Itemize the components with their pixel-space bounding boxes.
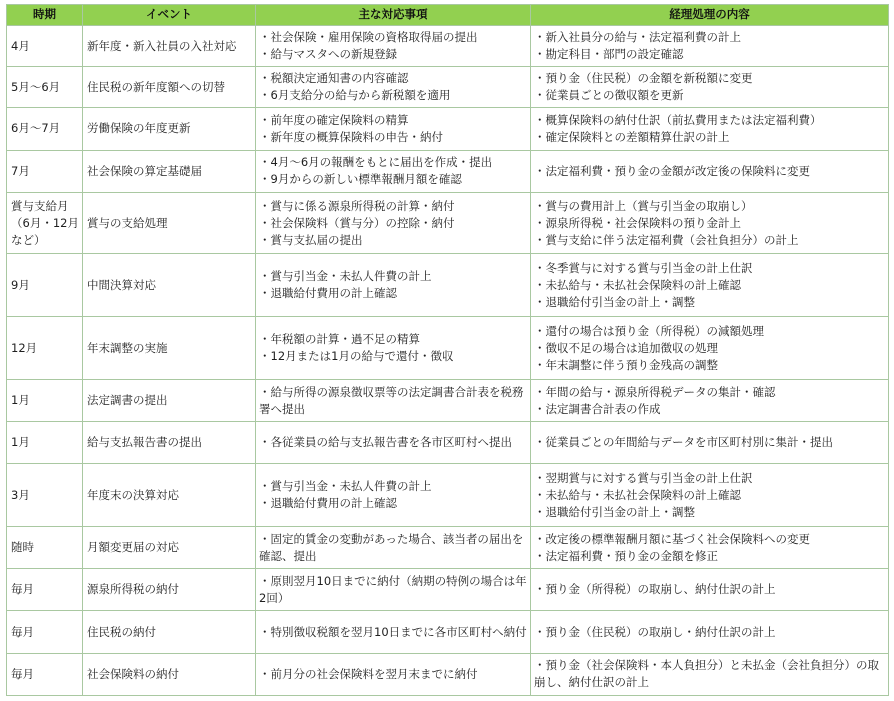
action-item: ・給与所得の源泉徴収票等の法定調書合計表を税務署へ提出 bbox=[259, 384, 524, 416]
accounting-item: ・翌期賞与に対する賞与引当金の計上仕訳 bbox=[534, 470, 753, 485]
action-item: ・社会保険・雇用保険の資格取得届の提出 bbox=[259, 30, 478, 45]
accounting-item: ・賞与支給に伴う法定福利費（会社負担分）の計上 bbox=[534, 232, 799, 247]
accounting-item: ・還付の場合は預り金（所得税）の減額処理 bbox=[534, 323, 764, 338]
accounting-item: ・賞与の費用計上（賞与引当金の取崩し） bbox=[534, 198, 753, 213]
cell-actions bbox=[256, 150, 531, 192]
action-item: ・12月または1月の給与で還付・徴収 bbox=[259, 349, 454, 364]
cell-actions bbox=[256, 26, 531, 67]
cell-event: 年末調整の実施 bbox=[83, 317, 256, 380]
table-row bbox=[7, 653, 889, 695]
table-row bbox=[7, 379, 889, 421]
cell-accounting bbox=[531, 569, 889, 611]
accounting-item: ・改定後の標準報酬月額に基づく社会保険料への変更 bbox=[534, 531, 810, 546]
cell-period: 賞与支給月（6月・12月など） bbox=[7, 192, 83, 254]
table-row bbox=[7, 527, 889, 569]
table-row bbox=[7, 254, 889, 317]
cell-accounting bbox=[531, 422, 889, 464]
cell-actions bbox=[256, 317, 531, 380]
cell-actions bbox=[256, 653, 531, 695]
action-item: ・退職給付費用の計上確認 bbox=[259, 496, 397, 511]
table-row bbox=[7, 422, 889, 464]
cell-actions bbox=[256, 527, 531, 569]
cell-period: 5月～6月 bbox=[7, 67, 83, 108]
table-row bbox=[7, 569, 889, 611]
action-item: ・税額決定通知書の内容確認 bbox=[259, 71, 409, 86]
cell-actions bbox=[256, 67, 531, 108]
accounting-item: ・退職給付引当金の計上・調整 bbox=[534, 294, 695, 309]
action-item: ・賞与に係る源泉所得税の計算・納付 bbox=[259, 198, 455, 213]
table-row bbox=[7, 611, 889, 653]
accounting-item: ・預り金（所得税）の取崩し、納付仕訳の計上 bbox=[534, 582, 776, 597]
cell-actions bbox=[256, 422, 531, 464]
accounting-item: ・源泉所得税・社会保険料の預り金計上 bbox=[534, 215, 741, 230]
cell-event: 源泉所得税の納付 bbox=[83, 569, 256, 611]
header-event: イベント bbox=[83, 5, 256, 26]
accounting-item: ・概算保険料の納付仕訳（前払費用または法定福利費） bbox=[534, 112, 822, 127]
table-row bbox=[7, 67, 889, 108]
header-accounting: 経理処理の内容 bbox=[531, 5, 889, 26]
cell-event: 中間決算対応 bbox=[83, 254, 256, 317]
cell-actions bbox=[256, 108, 531, 150]
action-item: ・年税額の計算・過不足の精算 bbox=[259, 332, 420, 347]
header-actions: 主な対応事項 bbox=[256, 5, 531, 26]
table-header bbox=[7, 5, 889, 26]
action-item: ・退職給付費用の計上確認 bbox=[259, 286, 397, 301]
action-item: ・9月からの新しい標準報酬月額を確認 bbox=[259, 172, 462, 187]
cell-event: 社会保険の算定基礎届 bbox=[83, 150, 256, 192]
action-item: ・新年度の概算保険料の申告・納付 bbox=[259, 129, 443, 144]
cell-accounting bbox=[531, 108, 889, 150]
action-item: ・原則翌月10日までに納付（納期の特例の場合は年2回） bbox=[259, 573, 527, 605]
action-item: ・前年度の確定保険料の精算 bbox=[259, 112, 409, 127]
accounting-item: ・冬季賞与に対する賞与引当金の計上仕訳 bbox=[534, 260, 753, 275]
accounting-item: ・預り金（住民税）の金額を新税額に変更 bbox=[534, 71, 753, 86]
accounting-item: ・未払給与・未払社会保険料の計上確認 bbox=[534, 487, 741, 502]
cell-event: 給与支払報告書の提出 bbox=[83, 422, 256, 464]
cell-period: 随時 bbox=[7, 527, 83, 569]
cell-actions bbox=[256, 254, 531, 317]
cell-period: 毎月 bbox=[7, 653, 83, 695]
action-item: ・固定的賃金の変動があった場合、該当者の届出を確認、提出 bbox=[259, 531, 524, 563]
header-row bbox=[7, 5, 889, 26]
cell-accounting bbox=[531, 150, 889, 192]
accounting-item: ・勘定科目・部門の設定確認 bbox=[534, 47, 684, 62]
cell-accounting bbox=[531, 67, 889, 108]
cell-event: 賞与の支給処理 bbox=[83, 192, 256, 254]
accounting-item: ・年末調整に伴う預り金残高の調整 bbox=[534, 357, 718, 372]
cell-period: 毎月 bbox=[7, 569, 83, 611]
accounting-item: ・未払給与・未払社会保険料の計上確認 bbox=[534, 277, 741, 292]
cell-event: 年度末の決算対応 bbox=[83, 464, 256, 527]
accounting-item: ・確定保険料との差額精算仕訳の計上 bbox=[534, 129, 730, 144]
accounting-item: ・法定福利費・預り金の金額を修正 bbox=[534, 548, 718, 563]
action-item: ・各従業員の給与支払報告書を各市区町村へ提出 bbox=[259, 435, 512, 450]
accounting-item: ・従業員ごとの徴収額を更新 bbox=[534, 88, 684, 103]
action-item: ・賞与引当金・未払人件費の計上 bbox=[259, 269, 432, 284]
table-row bbox=[7, 26, 889, 67]
cell-period: 1月 bbox=[7, 379, 83, 421]
cell-actions bbox=[256, 611, 531, 653]
cell-accounting bbox=[531, 611, 889, 653]
cell-event: 月額変更届の対応 bbox=[83, 527, 256, 569]
accounting-item: ・預り金（住民税）の取崩し・納付仕訳の計上 bbox=[534, 624, 776, 639]
table-body bbox=[7, 26, 889, 696]
cell-accounting bbox=[531, 254, 889, 317]
payroll-calendar-table bbox=[6, 4, 889, 696]
action-item: ・賞与引当金・未払人件費の計上 bbox=[259, 479, 432, 494]
cell-period: 6月～7月 bbox=[7, 108, 83, 150]
cell-period: 12月 bbox=[7, 317, 83, 380]
accounting-item: ・法定福利費・預り金の金額が改定後の保険料に変更 bbox=[534, 163, 810, 178]
accounting-item: ・新入社員分の給与・法定福利費の計上 bbox=[534, 30, 741, 45]
cell-actions bbox=[256, 379, 531, 421]
action-item: ・賞与支払届の提出 bbox=[259, 232, 363, 247]
action-item: ・6月支給分の給与から新税額を適用 bbox=[259, 88, 451, 103]
cell-actions bbox=[256, 192, 531, 254]
accounting-item: ・法定調書合計表の作成 bbox=[534, 401, 661, 416]
action-item: ・社会保険料（賞与分）の控除・納付 bbox=[259, 215, 455, 230]
cell-event: 社会保険料の納付 bbox=[83, 653, 256, 695]
cell-period: 1月 bbox=[7, 422, 83, 464]
accounting-item: ・年間の給与・源泉所得税データの集計・確認 bbox=[534, 384, 776, 399]
table-row bbox=[7, 464, 889, 527]
cell-event: 新年度・新入社員の入社対応 bbox=[83, 26, 256, 67]
action-item: ・特別徴収税額を翌月10日までに各市区町村へ納付 bbox=[259, 624, 527, 639]
table-row bbox=[7, 108, 889, 150]
cell-period: 7月 bbox=[7, 150, 83, 192]
cell-event: 労働保険の年度更新 bbox=[83, 108, 256, 150]
cell-accounting bbox=[531, 653, 889, 695]
accounting-item: ・預り金（社会保険料・本人負担分）と未払金（会社負担分）の取崩し、納付仕訳の計上 bbox=[534, 658, 879, 690]
cell-accounting bbox=[531, 317, 889, 380]
cell-accounting bbox=[531, 192, 889, 254]
accounting-item: ・徴収不足の場合は追加徴収の処理 bbox=[534, 340, 718, 355]
table-row bbox=[7, 317, 889, 380]
payroll-calendar-table-container bbox=[6, 4, 888, 696]
action-item: ・4月～6月の報酬をもとに届出を作成・提出 bbox=[259, 155, 493, 170]
cell-event: 法定調書の提出 bbox=[83, 379, 256, 421]
cell-actions bbox=[256, 569, 531, 611]
cell-period: 3月 bbox=[7, 464, 83, 527]
table-row bbox=[7, 192, 889, 254]
header-period: 時期 bbox=[7, 5, 83, 26]
action-item: ・給与マスタへの新規登録 bbox=[259, 47, 397, 62]
cell-accounting bbox=[531, 464, 889, 527]
cell-period: 9月 bbox=[7, 254, 83, 317]
cell-accounting bbox=[531, 26, 889, 67]
action-item: ・前月分の社会保険料を翌月末までに納付 bbox=[259, 666, 478, 681]
accounting-item: ・退職給付引当金の計上・調整 bbox=[534, 504, 695, 519]
cell-actions bbox=[256, 464, 531, 527]
cell-accounting bbox=[531, 379, 889, 421]
cell-event: 住民税の納付 bbox=[83, 611, 256, 653]
cell-period: 4月 bbox=[7, 26, 83, 67]
cell-accounting bbox=[531, 527, 889, 569]
cell-event: 住民税の新年度額への切替 bbox=[83, 67, 256, 108]
table-row bbox=[7, 150, 889, 192]
accounting-item: ・従業員ごとの年間給与データを市区町村別に集計・提出 bbox=[534, 435, 833, 450]
cell-period: 毎月 bbox=[7, 611, 83, 653]
